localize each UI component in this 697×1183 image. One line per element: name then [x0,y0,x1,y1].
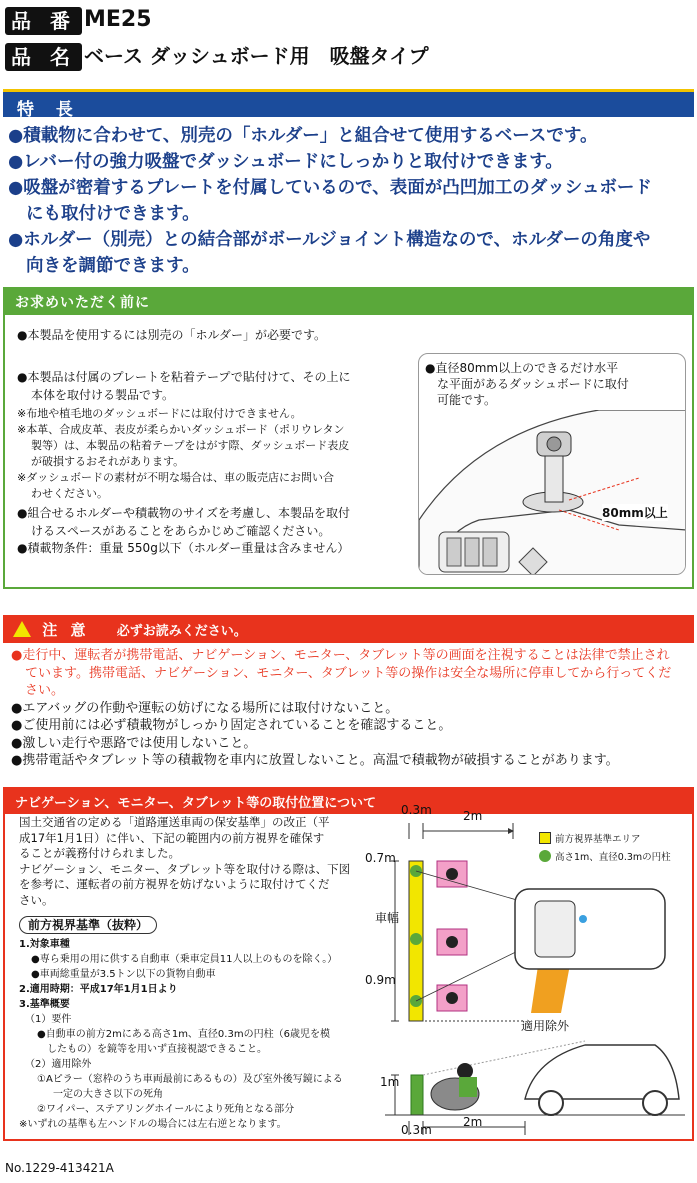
navi-header: ナビゲーション、モニター、タブレット等の取付位置について [5,789,692,814]
legend-area [539,831,671,849]
navi-intro-line: さい。 [19,892,54,907]
before-purchase-line: ●本製品は付属のプレートを粘着テープで貼付けて、その上に [17,370,351,384]
caution-item: ●エアバッグの作動や運転の妨げになる場所には取付けないこと。 [11,700,399,716]
caution-list [11,647,691,770]
before-purchase-line: ●本製品を使用するには別売の「ホルダー」が必要です。 [17,328,327,342]
before-purchase-header: お求めいただく前に [5,289,692,315]
dim-0-3m-bottom: 0.3m [401,1123,432,1137]
standard-line: （2）適用除外 [25,1059,92,1070]
features-list [8,123,694,279]
before-purchase-notes [17,369,417,558]
standard-line: ●車両総重量が3.5トン以下の貨物自動車 [31,969,216,980]
navi-intro [19,815,369,908]
dim-vehicle-width: 車幅 [375,911,400,925]
part-number-label: 品 番 [5,7,82,35]
standard-line: ●自動車の前方2mにある高さ1m、直径0.3mの円柱（6歳児を模 [37,1029,330,1040]
before-purchase-line: ●組合せるホルダーや積載物のサイズを考慮し、本製品を取付 [17,506,351,520]
before-purchase-line: 本体を取付ける製品です。 [31,387,175,402]
legend-pillar [539,849,671,867]
feature-item: にも取付けできます。 [26,204,200,224]
caution-item: ●ご使用前には必ず積載物がしっかり固定されていることを確認すること。 [11,718,452,733]
dashboard-mount-illustration [419,410,686,575]
legend-area-label: 前方視界基準エリア [555,834,641,845]
exempt-label: 適用除外 [521,1019,570,1033]
standard-list [19,937,379,1132]
dimension-80mm-label: 80mm以上 [602,506,668,520]
standard-line: したもの）を鏡等を用いず直接視認できること。 [47,1044,267,1055]
dashboard-note [425,360,680,408]
standard-line: 2.適用時期：平成17年1月1日より [19,984,178,995]
standard-line: ②ワイパー、ステアリングホイールにより死角となる部分 [37,1104,295,1115]
navi-intro-line: ナビゲーション、モニター、タブレット等を取付ける際は、下図 [19,861,351,876]
yellow-swatch-icon [539,832,551,844]
caution-header [3,615,694,643]
before-purchase-line: 製等）は、本製品の粘着テープをはがす際、ダッシュボード表皮 [31,439,350,452]
standard-line: ※いずれの基準も左ハンドルの場合には左右逆となります。 [19,1119,287,1130]
before-purchase-line: ※本革、合成皮革、表皮が柔らかいダッシュボード（ポリウレタン [17,423,345,436]
dim-0-7m: 0.7m [365,851,396,865]
navi-intro-line: 成17年1月1日）に伴い、下記の範囲内の前方視界を確保す [19,830,325,845]
product-name: ベース ダッシュボード用 吸盤タイプ [84,44,429,68]
standard-line: 一定の大きさ以下の死角 [53,1089,163,1100]
document-code: No.1229-413421A [5,1161,114,1175]
caution-panel [3,615,694,779]
part-number: ME25 [84,7,152,32]
standard-line: 1.対象車種 [19,939,70,950]
dim-1m: 1m [380,1075,400,1089]
legend-pillar-label: 高さ1m、直径0.3mの円柱 [555,852,671,863]
caution-title: 注 意 [42,621,90,639]
standard-line: ①Aピラー（窓枠のうち車両最前にあるもの）及び室外後写鏡による [37,1074,343,1085]
caution-item: さい。 [25,683,65,698]
feature-item: 向きを調節できます。 [26,256,200,276]
feature-item: ●積載物に合わせて、別売の「ホルダー」と組合せて使用するベースです。 [8,126,598,146]
dashboard-note-line: 可能です。 [437,393,497,407]
before-purchase-line: ●積載物条件：重量 550g以下（ホルダー重量は含みません） [17,541,350,555]
navi-panel [3,787,694,1141]
feature-item: ●ホルダー（別売）との結合部がボールジョイント構造なので、ホルダーの角度や [8,230,651,250]
standard-line: （1）要件 [25,1014,72,1025]
dim-0-9m: 0.9m [365,973,396,987]
before-purchase-line: ※布地や植毛地のダッシュボードには取付けできません。 [17,407,302,420]
before-purchase-panel [3,287,694,589]
dashboard-note-line: な平面があるダッシュボードに取付 [437,377,629,391]
product-name-label: 品 名 [5,43,82,71]
caution-subtitle: 必ずお読みください。 [116,624,247,639]
navi-intro-line: を参考に、運転者の前方視界を妨げないように取付けてくだ [19,877,330,891]
standard-line: ●専ら乗用の用に供する自動車（乗車定員11人以上のものを除く。） [31,954,338,965]
before-purchase-line: ※ダッシュボードの素材が不明な場合は、車の販売店にお問い合 [17,471,334,484]
before-purchase-line: けるスペースがあることをあらかじめご確認ください。 [31,523,331,538]
diagram-legend [539,831,671,867]
features-header: 特 長 [3,89,694,117]
feature-item: ●レバー付の強力吸盤でダッシュボードにしっかりと取付けできます。 [8,152,563,172]
caution-item: ●走行中、運転者が携帯電話、ナビゲーション、モニター、タブレット等の画面を注視することは法律で禁止され [11,648,670,663]
green-circle-icon [539,850,551,862]
warning-icon [13,621,31,637]
dashboard-illustration-box [418,353,686,575]
dim-2m-bottom: 2m [463,1115,483,1129]
caution-item: ●激しい走行や悪路では使用しないこと。 [11,735,257,751]
caution-item: ●携帯電話やタブレット等の積載物を車内に放置しないこと。高温で積載物が破損することがあります。 [11,753,619,768]
dashboard-note-line: ●直径80mm以上のできるだけ水平 [425,361,619,375]
navi-intro-line: ることが義務付けられました。 [19,846,180,860]
standard-line: 3.基準概要 [19,999,70,1010]
dim-0-3m-top: 0.3m [401,803,432,817]
before-purchase-line: が破損するおそれがあります。 [31,455,185,468]
dim-2m-top: 2m [463,809,483,823]
caution-item: ています。携帯電話、ナビゲーション、モニター、タブレット等の操作は安全な場所に停車してから行ってくだ [25,665,672,681]
feature-item: ●吸盤が密着するプレートを付属しているので、表面が凸凹加工のダッシュボード [8,178,652,198]
navi-intro-line: 国土交通省の定める「道路運送車両の保安基準」の改正（平 [19,815,330,829]
standard-title: 前方視界基準（抜粋） [19,916,157,934]
before-purchase-line: わせください。 [31,487,108,500]
